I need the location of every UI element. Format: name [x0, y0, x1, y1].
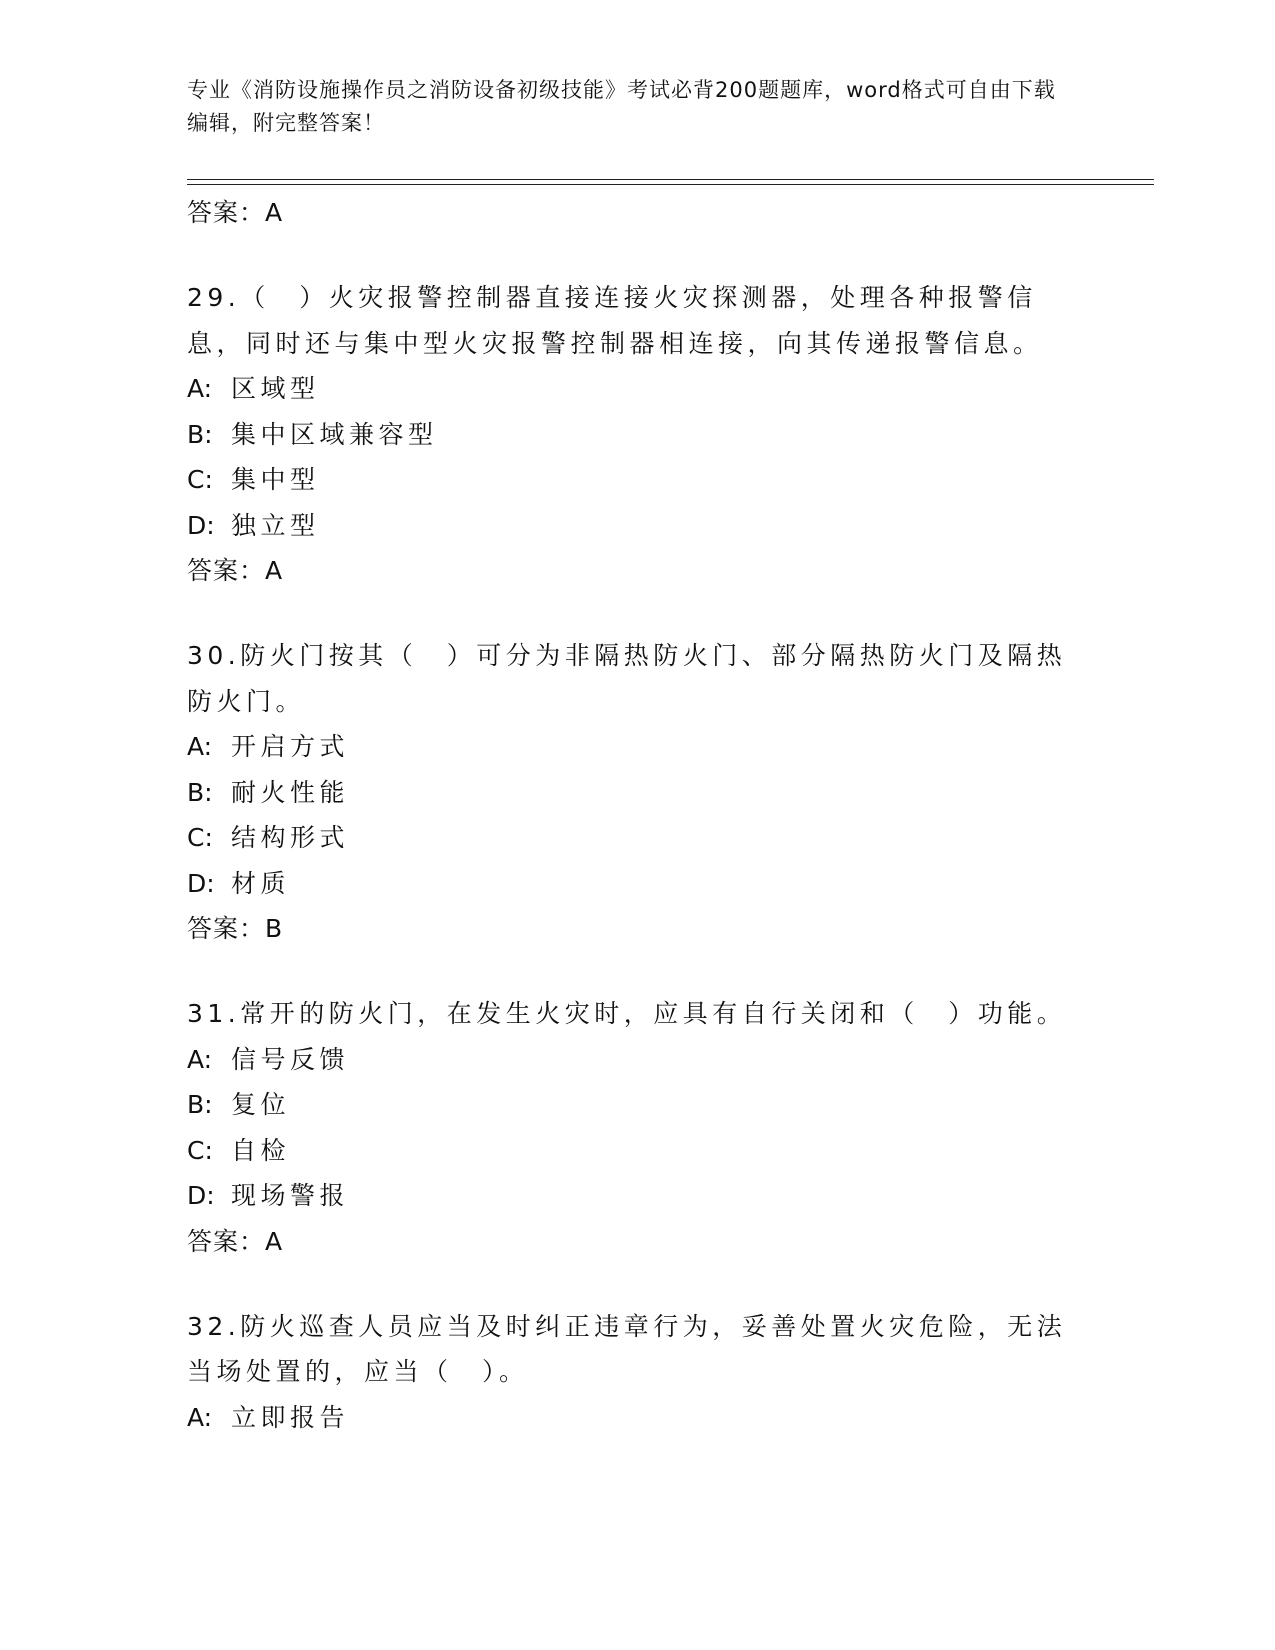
- option-b: [187, 412, 1087, 458]
- option-a: [187, 366, 1087, 412]
- option-text: 开启方式: [231, 732, 350, 761]
- option-b: [187, 1082, 1087, 1128]
- question-32: [187, 1304, 1087, 1441]
- option-text: 集中型: [231, 465, 320, 494]
- question-31: [187, 991, 1087, 1265]
- option-d: [187, 1173, 1087, 1219]
- option-letter: A:: [187, 1044, 213, 1074]
- option-text: 区域型: [231, 374, 320, 403]
- option-b: [187, 770, 1087, 816]
- option-text: 材质: [231, 868, 291, 898]
- question-list: [187, 190, 1087, 1440]
- option-text: 耐火性能: [231, 777, 350, 807]
- option-letter: A:: [187, 374, 213, 403]
- question-text: 29.（ ）火灾报警控制器直接连接火灾探测器，处理各种报警信息，同时还与集中型火灾报警控制器相连接，向其传递报警信息。: [187, 283, 1043, 358]
- option-letter: D:: [187, 868, 215, 898]
- question-text: 30.防火门按其（ ）可分为非隔热防火门、部分隔热防火门及隔热防火门。: [187, 641, 1067, 716]
- header-title: 专业《消防设施操作员之消防设备初级技能》考试必背200题题库，word格式可自由下载编辑，附完整答案！: [187, 78, 1056, 135]
- option-letter: B:: [187, 1090, 213, 1119]
- option-letter: D:: [187, 510, 215, 540]
- answer-line: 答案：A: [187, 1226, 284, 1256]
- option-text: 信号反馈: [231, 1044, 350, 1074]
- option-letter: C:: [187, 465, 213, 494]
- answer-line: 答案：A: [187, 556, 284, 585]
- option-c: [187, 815, 1087, 861]
- option-text: 自检: [231, 1135, 291, 1165]
- option-d: [187, 503, 1087, 549]
- answer-line: 答案：B: [187, 914, 284, 943]
- header-divider-top: [187, 179, 1154, 180]
- option-letter: D:: [187, 1181, 215, 1210]
- option-d: [187, 861, 1087, 907]
- option-a: [187, 1037, 1087, 1083]
- document-header: [187, 74, 1067, 140]
- option-text: 立即报告: [231, 1402, 350, 1432]
- answer-line: 答案：A: [187, 198, 284, 227]
- option-letter: C:: [187, 1135, 213, 1165]
- option-a: [187, 1395, 1087, 1441]
- option-text: 集中区域兼容型: [231, 419, 438, 449]
- option-text: 结构形式: [231, 823, 350, 852]
- option-text: 现场警报: [231, 1181, 350, 1210]
- option-c: [187, 457, 1087, 503]
- option-a: [187, 724, 1087, 770]
- question-30: [187, 633, 1087, 952]
- option-text: 复位: [231, 1090, 291, 1119]
- option-letter: C:: [187, 823, 213, 852]
- option-letter: B:: [187, 419, 213, 449]
- option-letter: A:: [187, 1402, 213, 1432]
- option-text: 独立型: [231, 510, 320, 540]
- question-text: 32.防火巡查人员应当及时纠正违章行为，妥善处置火灾危险，无法当场处置的，应当（ ）。: [187, 1311, 1067, 1386]
- option-letter: A:: [187, 732, 213, 761]
- option-letter: B:: [187, 777, 213, 807]
- header-divider-bottom: [187, 184, 1154, 185]
- option-c: [187, 1128, 1087, 1174]
- question-text: 31.常开的防火门，在发生火灾时，应具有自行关闭和（ ）功能。: [187, 999, 1067, 1028]
- question-29: [187, 275, 1087, 594]
